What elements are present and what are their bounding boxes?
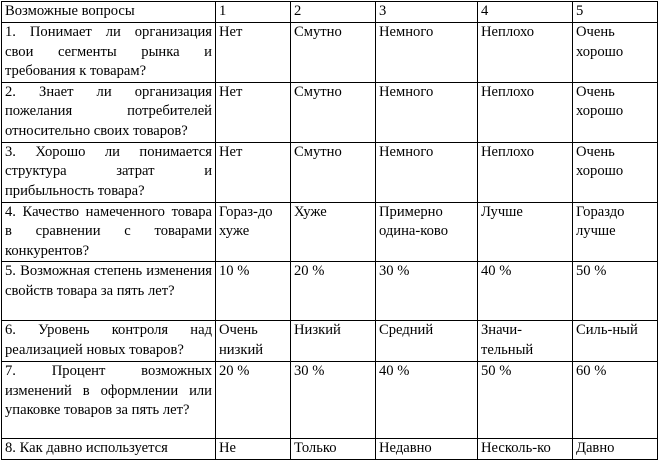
table-row — [2, 262, 658, 321]
answer-cell: Очень низкий — [216, 321, 291, 362]
answer-cell: Смутно — [291, 142, 376, 202]
answer-cell: Значи-тельный — [478, 321, 573, 362]
table-header-row — [2, 2, 658, 23]
answer-cell: Немного — [376, 142, 478, 202]
header-cell: 3 — [376, 2, 478, 23]
table-row — [2, 82, 658, 142]
answer-cell: Неплохо — [478, 82, 573, 142]
answer-cell: Смутно — [291, 82, 376, 142]
answer-cell: Немного — [376, 82, 478, 142]
answer-cell: Гораздо лучше — [573, 202, 658, 262]
question-cell: 2. Знает ли организация пожелания потребителей относительно своих товаров? — [2, 82, 216, 142]
answer-cell: Гораз-до хуже — [216, 202, 291, 262]
answer-cell: Хуже — [291, 202, 376, 262]
table-row — [2, 439, 658, 460]
answer-cell: Примерно одина-ково — [376, 202, 478, 262]
answer-cell: Неплохо — [478, 23, 573, 83]
answer-cell: Очень хорошо — [573, 23, 658, 83]
answer-cell: Низкий — [291, 321, 376, 362]
answer-cell: Смутно — [291, 23, 376, 83]
table-row — [2, 362, 658, 439]
answer-cell: Не — [216, 439, 291, 460]
answer-cell: 50 % — [478, 362, 573, 439]
answer-cell: Неплохо — [478, 142, 573, 202]
answer-cell: 50 % — [573, 262, 658, 321]
header-cell: 4 — [478, 2, 573, 23]
answer-cell: Очень хорошо — [573, 82, 658, 142]
question-cell: 5. Возможная степень изменения свойств товара за пять лет? — [2, 262, 216, 321]
table-row — [2, 321, 658, 362]
header-cell: 5 — [573, 2, 658, 23]
answer-cell: 10 % — [216, 262, 291, 321]
answer-cell: Давно — [573, 439, 658, 460]
table-row — [2, 142, 658, 202]
answer-cell: 60 % — [573, 362, 658, 439]
question-cell: 8. Как давно используется — [2, 439, 216, 460]
table-row — [2, 202, 658, 262]
questions-table — [1, 1, 658, 460]
header-cell: Возможные вопросы — [2, 2, 216, 23]
answer-cell: Нет — [216, 82, 291, 142]
answer-cell: Силь-ный — [573, 321, 658, 362]
question-cell: 4. Качество намеченного товара в сравнении с товарами конкурентов? — [2, 202, 216, 262]
answer-cell: Очень хорошо — [573, 142, 658, 202]
answer-cell: Лучше — [478, 202, 573, 262]
answer-cell: 30 % — [376, 262, 478, 321]
answer-cell: Нет — [216, 142, 291, 202]
answer-cell: 40 % — [376, 362, 478, 439]
table-row — [2, 23, 658, 83]
answer-cell: 20 % — [291, 262, 376, 321]
answer-cell: 20 % — [216, 362, 291, 439]
header-cell: 2 — [291, 2, 376, 23]
header-cell: 1 — [216, 2, 291, 23]
answer-cell: 40 % — [478, 262, 573, 321]
answer-cell: Немного — [376, 23, 478, 83]
question-cell: 1. Понимает ли организация свои сегменты рынка и требования к товарам? — [2, 23, 216, 83]
answer-cell: Только — [291, 439, 376, 460]
question-cell: 6. Уровень контроля над реализацией новых товаров? — [2, 321, 216, 362]
answer-cell: 30 % — [291, 362, 376, 439]
question-cell: 7. Процент возможных изменений в оформлении или упаковке товаров за пять лет? — [2, 362, 216, 439]
answer-cell: Нет — [216, 23, 291, 83]
answer-cell: Несколь-ко — [478, 439, 573, 460]
answer-cell: Недавно — [376, 439, 478, 460]
question-cell: 3. Хорошо ли понимается структура затрат и прибыльность товара? — [2, 142, 216, 202]
answer-cell: Средний — [376, 321, 478, 362]
